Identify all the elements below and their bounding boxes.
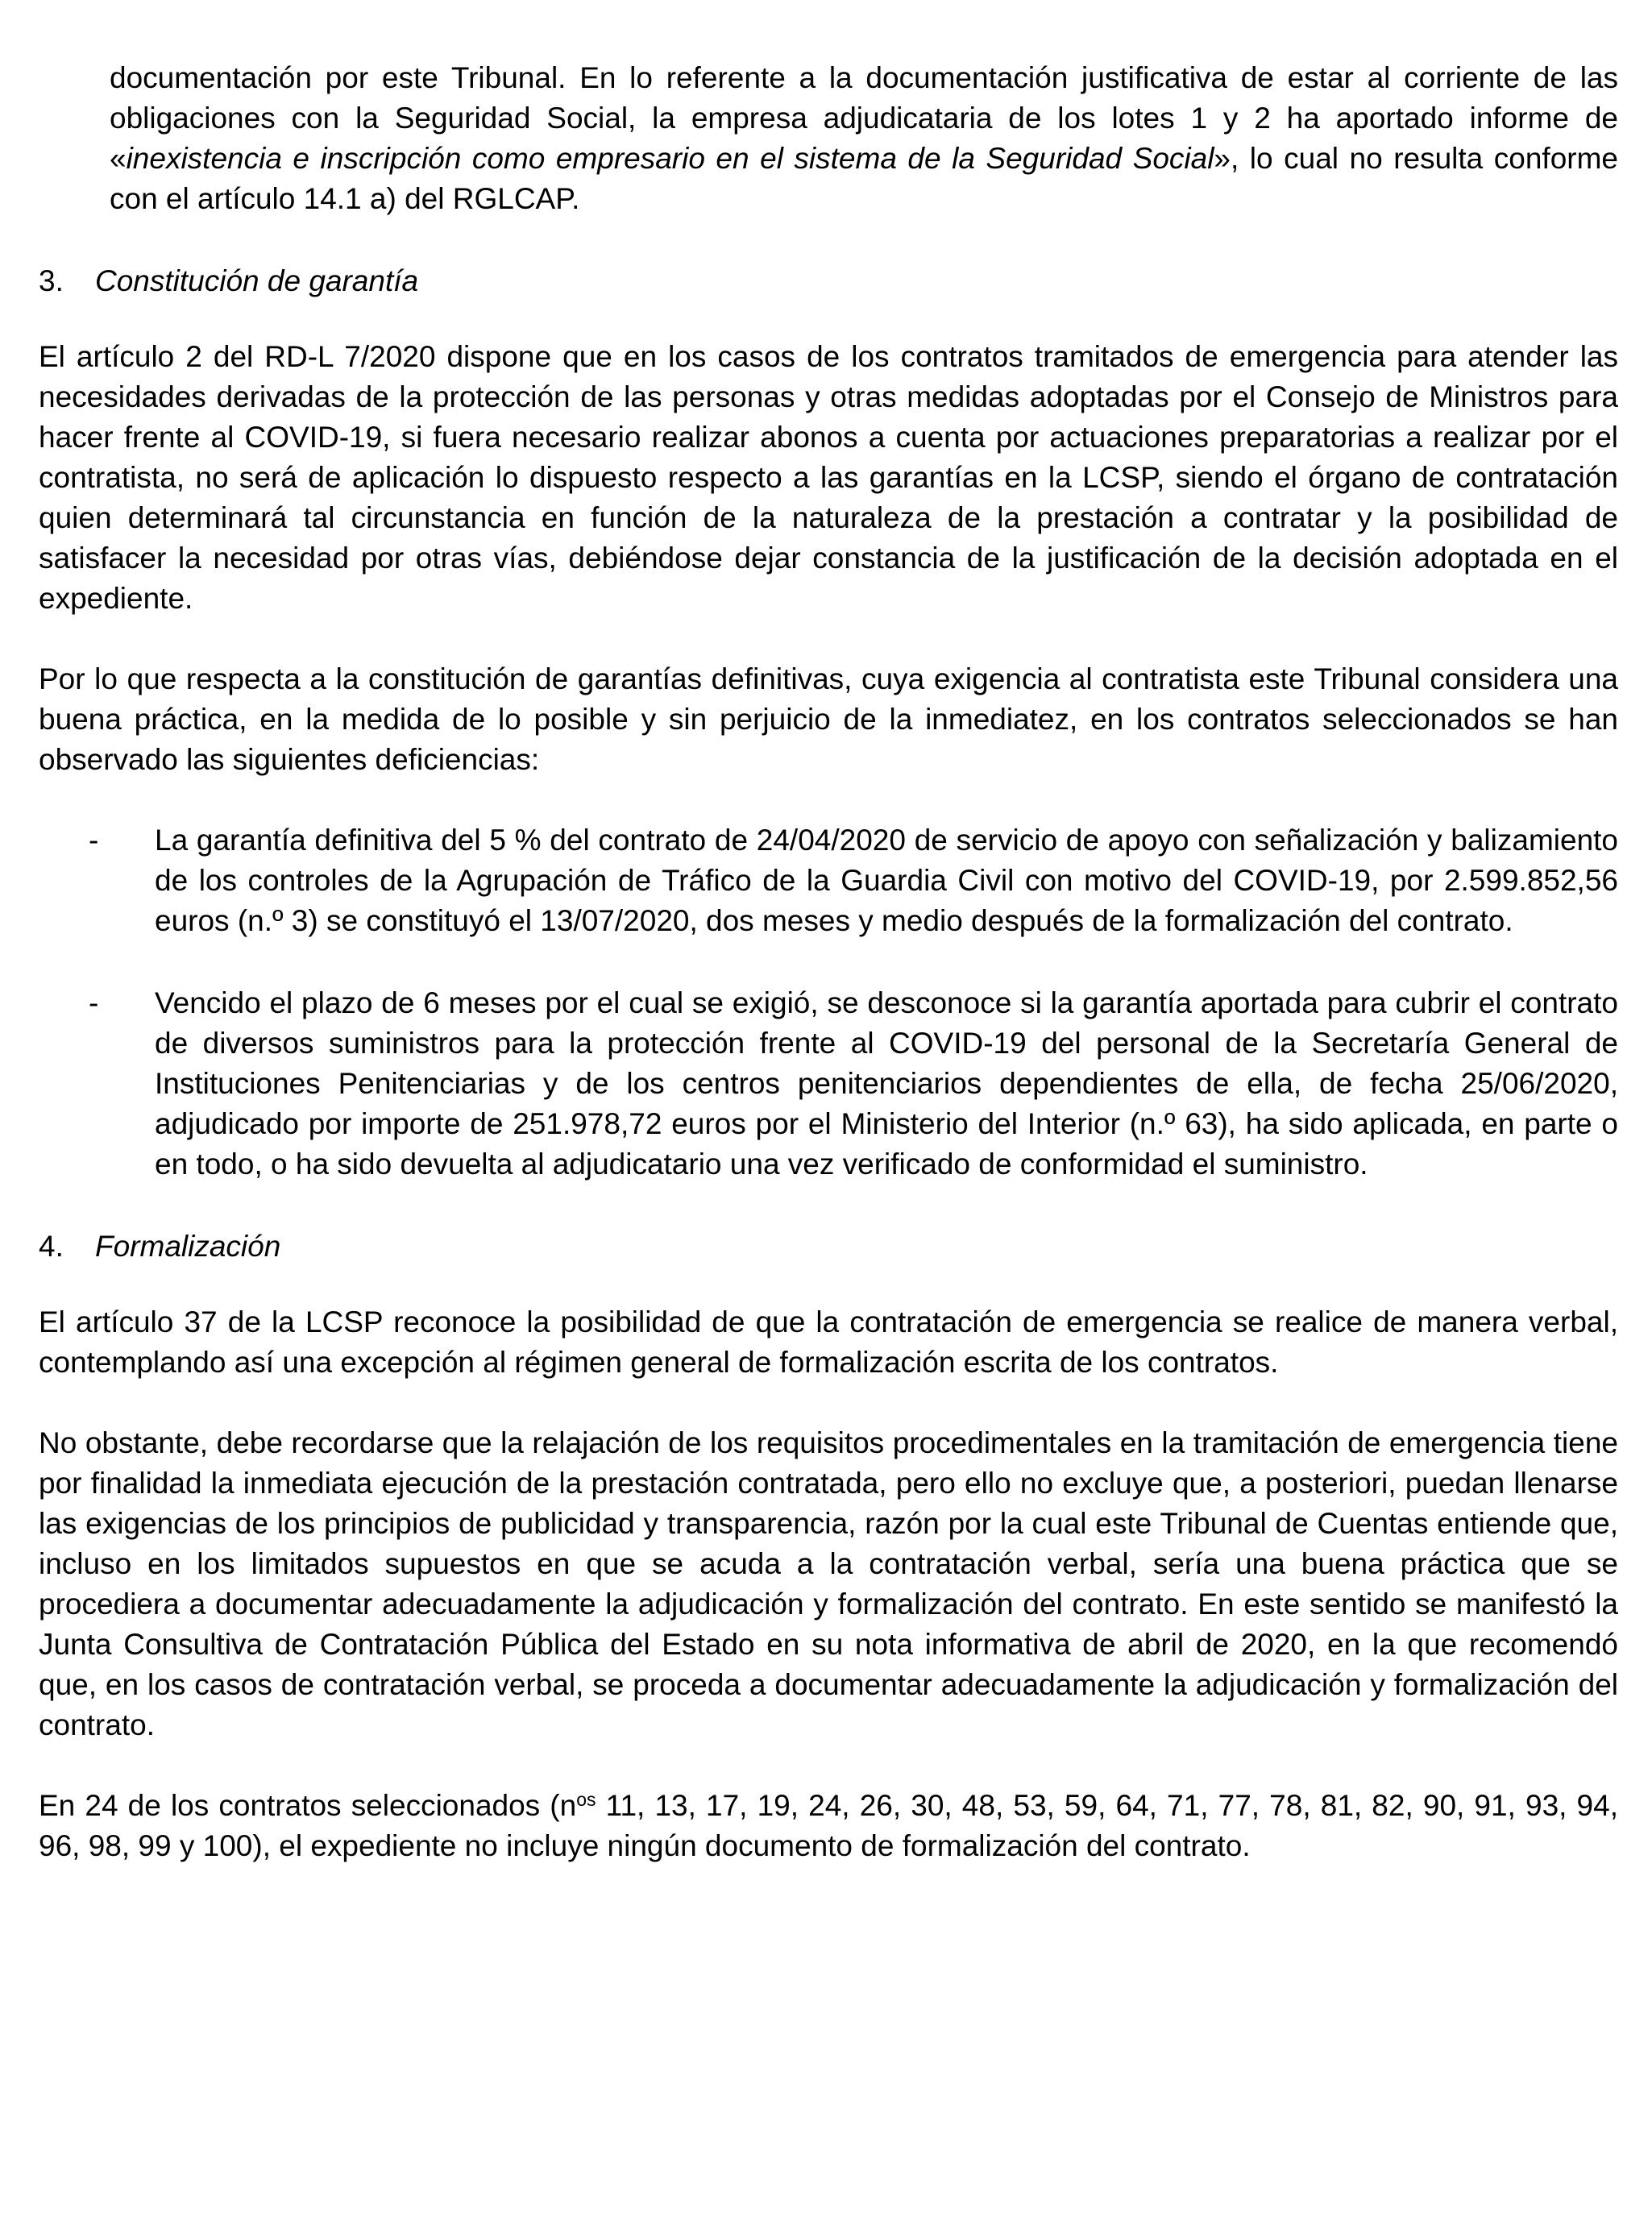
paragraph-3-pre: En 24 de los contratos seleccionados (n: [39, 1789, 577, 1822]
section-4-paragraph-1: El artículo 37 de la LCSP reconoce la posibilidad de que la contratación de emergencia se realice de manera verbal, contemplando así una excepción al régimen general de formalización escrita de los contratos.: [39, 1305, 1618, 1379]
section-3-heading: [39, 261, 1618, 301]
list-item: [89, 983, 1618, 1185]
bullet-marker: -: [89, 824, 99, 857]
intro-text-part2: », lo cual no resulta conforme con el artículo 14.1 a) del RGLCAP.: [110, 142, 1619, 215]
bullet-list: [89, 820, 1618, 1185]
intro-text-part1: documentación por este Tribunal. En lo referente a la documentación justificativa de estar al corriente de las obligaciones con la Seguridad Social, la empresa adjudicataria de los lotes 1 y 2 ha aportado informe de «: [110, 61, 1618, 175]
intro-text-italic: inexistencia e inscripción como empresario en el sistema de la Seguridad Social: [126, 142, 1214, 175]
document-page: [39, 0, 1618, 1866]
section-4-heading: [39, 1226, 1618, 1267]
section-3-number: 3.: [39, 264, 64, 297]
section-4-paragraph-3: [39, 1786, 1618, 1866]
paragraph-3-post: 11, 13, 17, 19, 24, 26, 30, 48, 53, 59, 64, 71, 77, 78, 81, 82, 90, 91, 93, 94, 96, 98, 99 y 100), el expediente no incluye ningún documento de formalización del contrato.: [39, 1789, 1618, 1862]
section-4-number: 4.: [39, 1230, 64, 1263]
section-3-title: Constitución de garantía: [95, 264, 419, 297]
section-4-paragraph-2: No obstante, debe recordarse que la relajación de los requisitos procedimentales en la tramitación de emergencia tiene por finalidad la inmediata ejecución de la prestación contratada, pero ello no excluye que, a posteriori, puedan llenarse las exigencias de los principios de publicidad y transparencia, razón por la cual este Tribunal de Cuentas entiende que, incluso en los limitados supuestos en que se acuda a la contratación verbal, sería una buena práctica que se procediera a documentar adecuadamente la adjudicación y formalización del contrato. En este sentido se manifestó la Junta Consultiva de Contratación Pública del Estado en su nota informativa de abril de 2020, en la que recomendó que, en los casos de contratación verbal, se proceda a documentar adecuadamente la adjudicación y formalización del contrato.: [39, 1426, 1618, 1741]
section-3-paragraph-2: Por lo que respecta a la constitución de garantías definitivas, cuya exigencia al contratista este Tribunal considera una buena práctica, en la medida de lo posible y sin perjuicio de la inmediatez, en los contratos seleccionados se han observado las siguientes deficiencias:: [39, 662, 1618, 776]
list-item: [89, 820, 1618, 941]
section-4-title: Formalización: [95, 1230, 281, 1263]
bullet-marker: -: [89, 986, 99, 1019]
bullet-text: Vencido el plazo de 6 meses por el cual se exigió, se desconoce si la garantía aportada para cubrir el contrato de diversos suministros para la protección frente al COVID-19 del personal de la Secretaría General de Instituciones Penitenciarias y de los centros penitenciarios dependientes de ella, de fecha 25/06/2020, adjudicado por importe de 251.978,72 euros por el Ministerio del Interior (n.º 63), ha sido aplicada, en parte o en todo, o ha sido devuelta al adjudicatario una vez verificado de conformidad el suministro.: [155, 986, 1618, 1181]
section-3-paragraph-1: El artículo 2 del RD-L 7/2020 dispone que en los casos de los contratos tramitados de emergencia para atender las necesidades derivadas de la protección de las personas y otras medidas adoptadas por el Consejo de Ministros para hacer frente al COVID-19, si fuera necesario realizar abonos a cuenta por actuaciones preparatorias a realizar por el contratista, no será de aplicación lo dispuesto respecto a las garantías en la LCSP, siendo el órgano de contratación quien determinará tal circunstancia en función de la naturaleza de la prestación a contratar y la posibilidad de satisfacer la necesidad por otras vías, debiéndose dejar constancia de la justificación de la decisión adoptada en el expediente.: [39, 340, 1618, 615]
paragraph-3-superscript: os: [576, 1789, 596, 1810]
intro-paragraph: [110, 58, 1618, 219]
bullet-text: La garantía definitiva del 5 % del contrato de 24/04/2020 de servicio de apoyo con señalización y balizamiento de los controles de la Agrupación de Tráfico de la Guardia Civil con motivo del COVID-19, por 2.599.852,56 euros (n.º 3) se constituyó el 13/07/2020, dos meses y medio después de la formalización del contrato.: [155, 824, 1618, 937]
